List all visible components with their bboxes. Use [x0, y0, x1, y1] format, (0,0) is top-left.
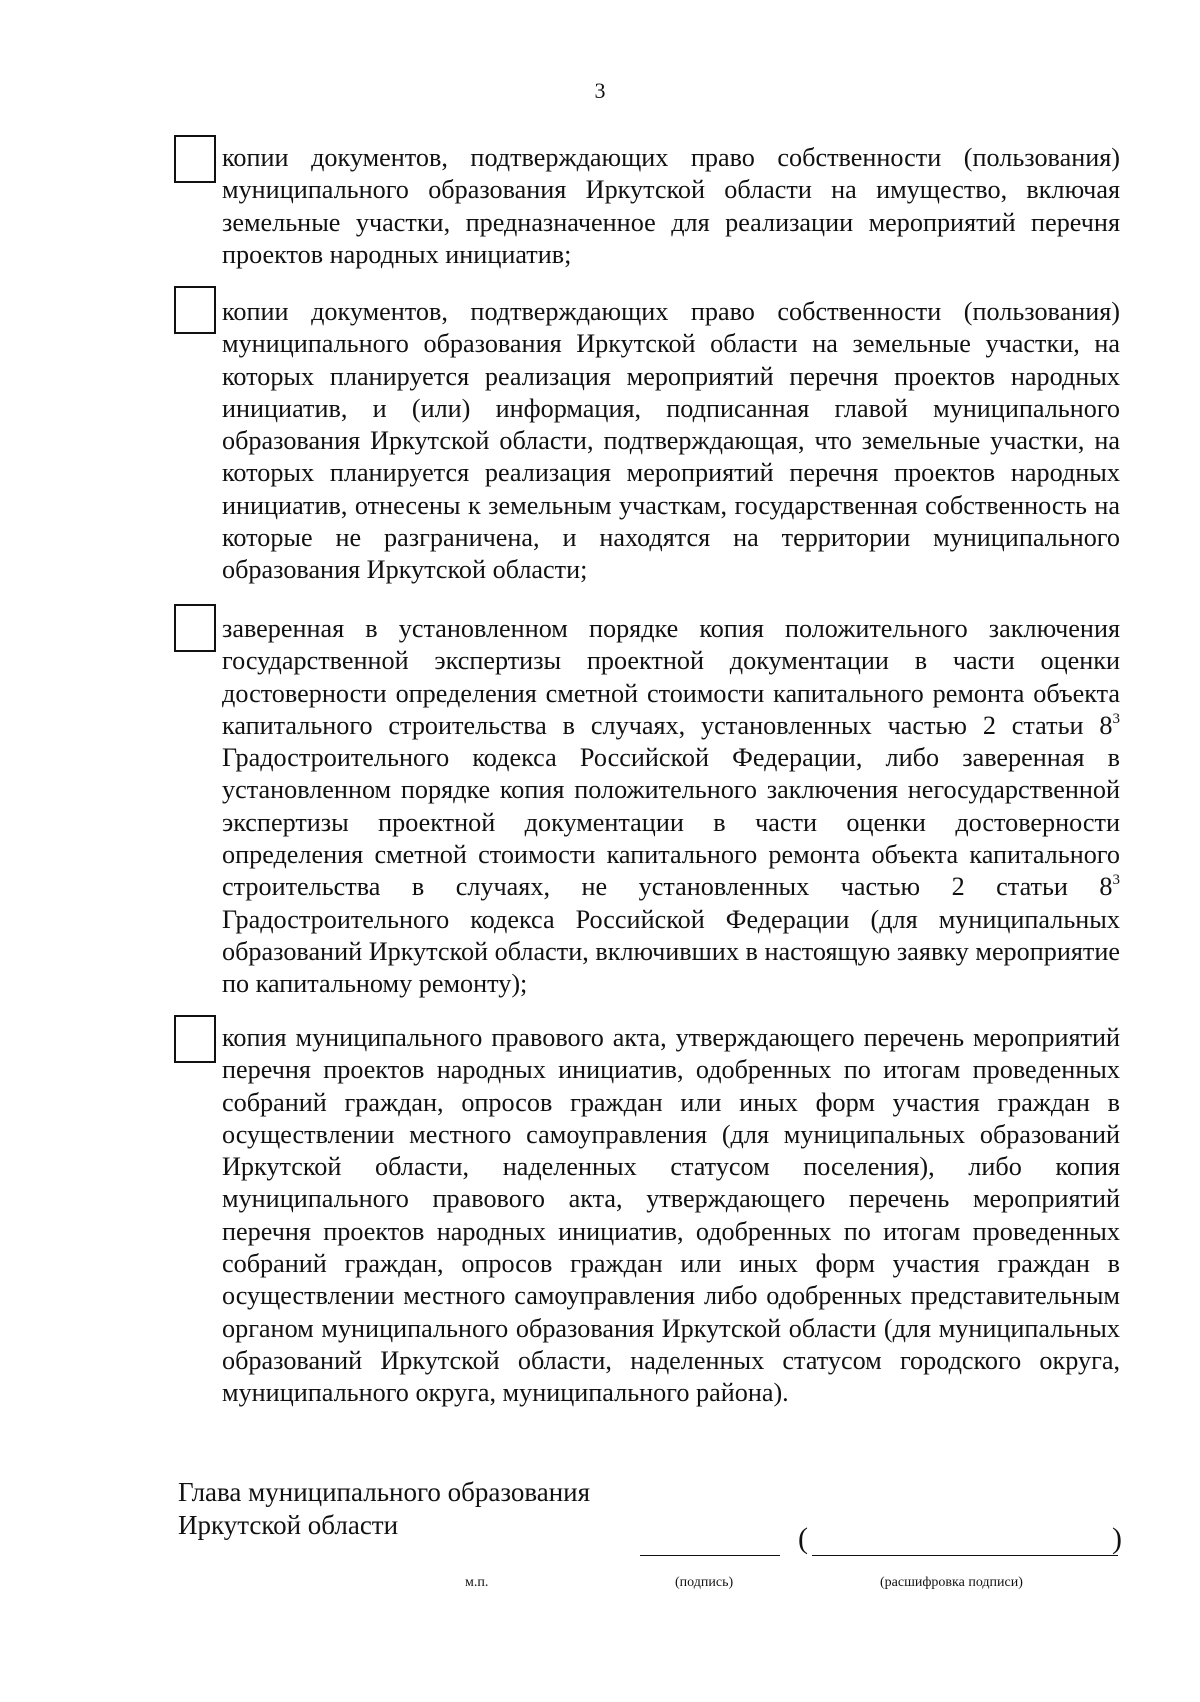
- checkbox-item-4[interactable]: [174, 1015, 216, 1063]
- item-3-superscript-b: 3: [1112, 872, 1120, 889]
- item-3-superscript-a: 3: [1112, 710, 1120, 727]
- item-3-text: [222, 613, 1120, 1001]
- signature-field[interactable]: [640, 1555, 780, 1556]
- signature-title: [178, 1476, 590, 1542]
- item-4-text: копия муниципального правового акта, утверждающего перечень мероприятий перечня проектов народных инициатив, одобренных по итогам проведенных собраний граждан, опросов граждан или иных форм участия граждан в осуществлении местного самоуправления (для муниципальных образований Иркутской области, наделенных статусом поселения), либо копия муниципального правового акта, утверждающего перечень мероприятий перечня проектов народных инициатив, одобренных по итогам проведенных собраний граждан, опросов граждан или иных форм участия граждан в осуществлении местного самоуправления либо одобренных представительным органом муниципального образования Иркутской области (для муниципальных образований Иркутской области, наделенных статусом городского округа, муниципального округа, муниципального района).: [222, 1023, 1120, 1408]
- item-3-text-a: заверенная в установленном порядке копия положительного заключения государственной экспертизы проектной документации в части оценки достоверности определения сметной стоимости капитального ремонта объекта капитального строительства в случаях, установленных частью 2 статьи 8: [222, 614, 1120, 740]
- close-paren: ): [1112, 1522, 1122, 1555]
- signature-decoding-field[interactable]: [812, 1555, 1118, 1556]
- caption-stamp: м.п.: [465, 1575, 489, 1590]
- checkbox-item-3[interactable]: [174, 604, 216, 652]
- list-item-4: [222, 1022, 1120, 1410]
- signature-title-line-2: Иркутской области: [178, 1510, 399, 1540]
- caption-decoding: (расшифровка подписи): [880, 1575, 1023, 1590]
- checkbox-item-2[interactable]: [174, 286, 216, 334]
- caption-signature: (подпись): [675, 1575, 734, 1590]
- list-item-3: [222, 613, 1120, 1001]
- item-2-text: копии документов, подтверждающих право собственности (пользования) муниципального образования Иркутской области на земельные участки, на которых планируется реализация мероприятий перечня проектов народных инициатив, и (или) информация, подписанная главой муниципального образования Иркутской области, подтверждающая, что земельные участки, на которых планируется реализация мероприятий перечня проектов народных инициатив, отнесены к земельным участкам, государственная собственность на которые не разграничена, и находятся на территории муниципального образования Иркутской области;: [222, 297, 1120, 585]
- item-3-text-b: Градостроительного кодекса Российской Федерации, либо заверенная в установленном порядке копия положительного заключения негосударственной экспертизы проектной документации в части оценки достоверности определения сметной стоимости капитального ремонта объекта капитального строительства в случаях, не установленных частью 2 статьи 8: [222, 743, 1120, 902]
- checkbox-item-1[interactable]: [174, 135, 216, 183]
- item-3-text-c: Градостроительного кодекса Российской Федерации (для муниципальных образований Иркутской области, включивших в настоящую заявку мероприятие по капитальному ремонту);: [222, 904, 1120, 999]
- signature-title-line-1: Глава муниципального образования: [178, 1477, 591, 1507]
- item-1-text: копии документов, подтверждающих право собственности (пользования) муниципального образования Иркутской области на имущество, включая земельные участки, предназначенное для реализации мероприятий перечня проектов народных инициатив;: [222, 143, 1120, 269]
- list-item-1: [222, 142, 1120, 271]
- open-paren: (: [798, 1522, 808, 1555]
- list-item-2: [222, 296, 1120, 587]
- page-number: 3: [594, 78, 606, 103]
